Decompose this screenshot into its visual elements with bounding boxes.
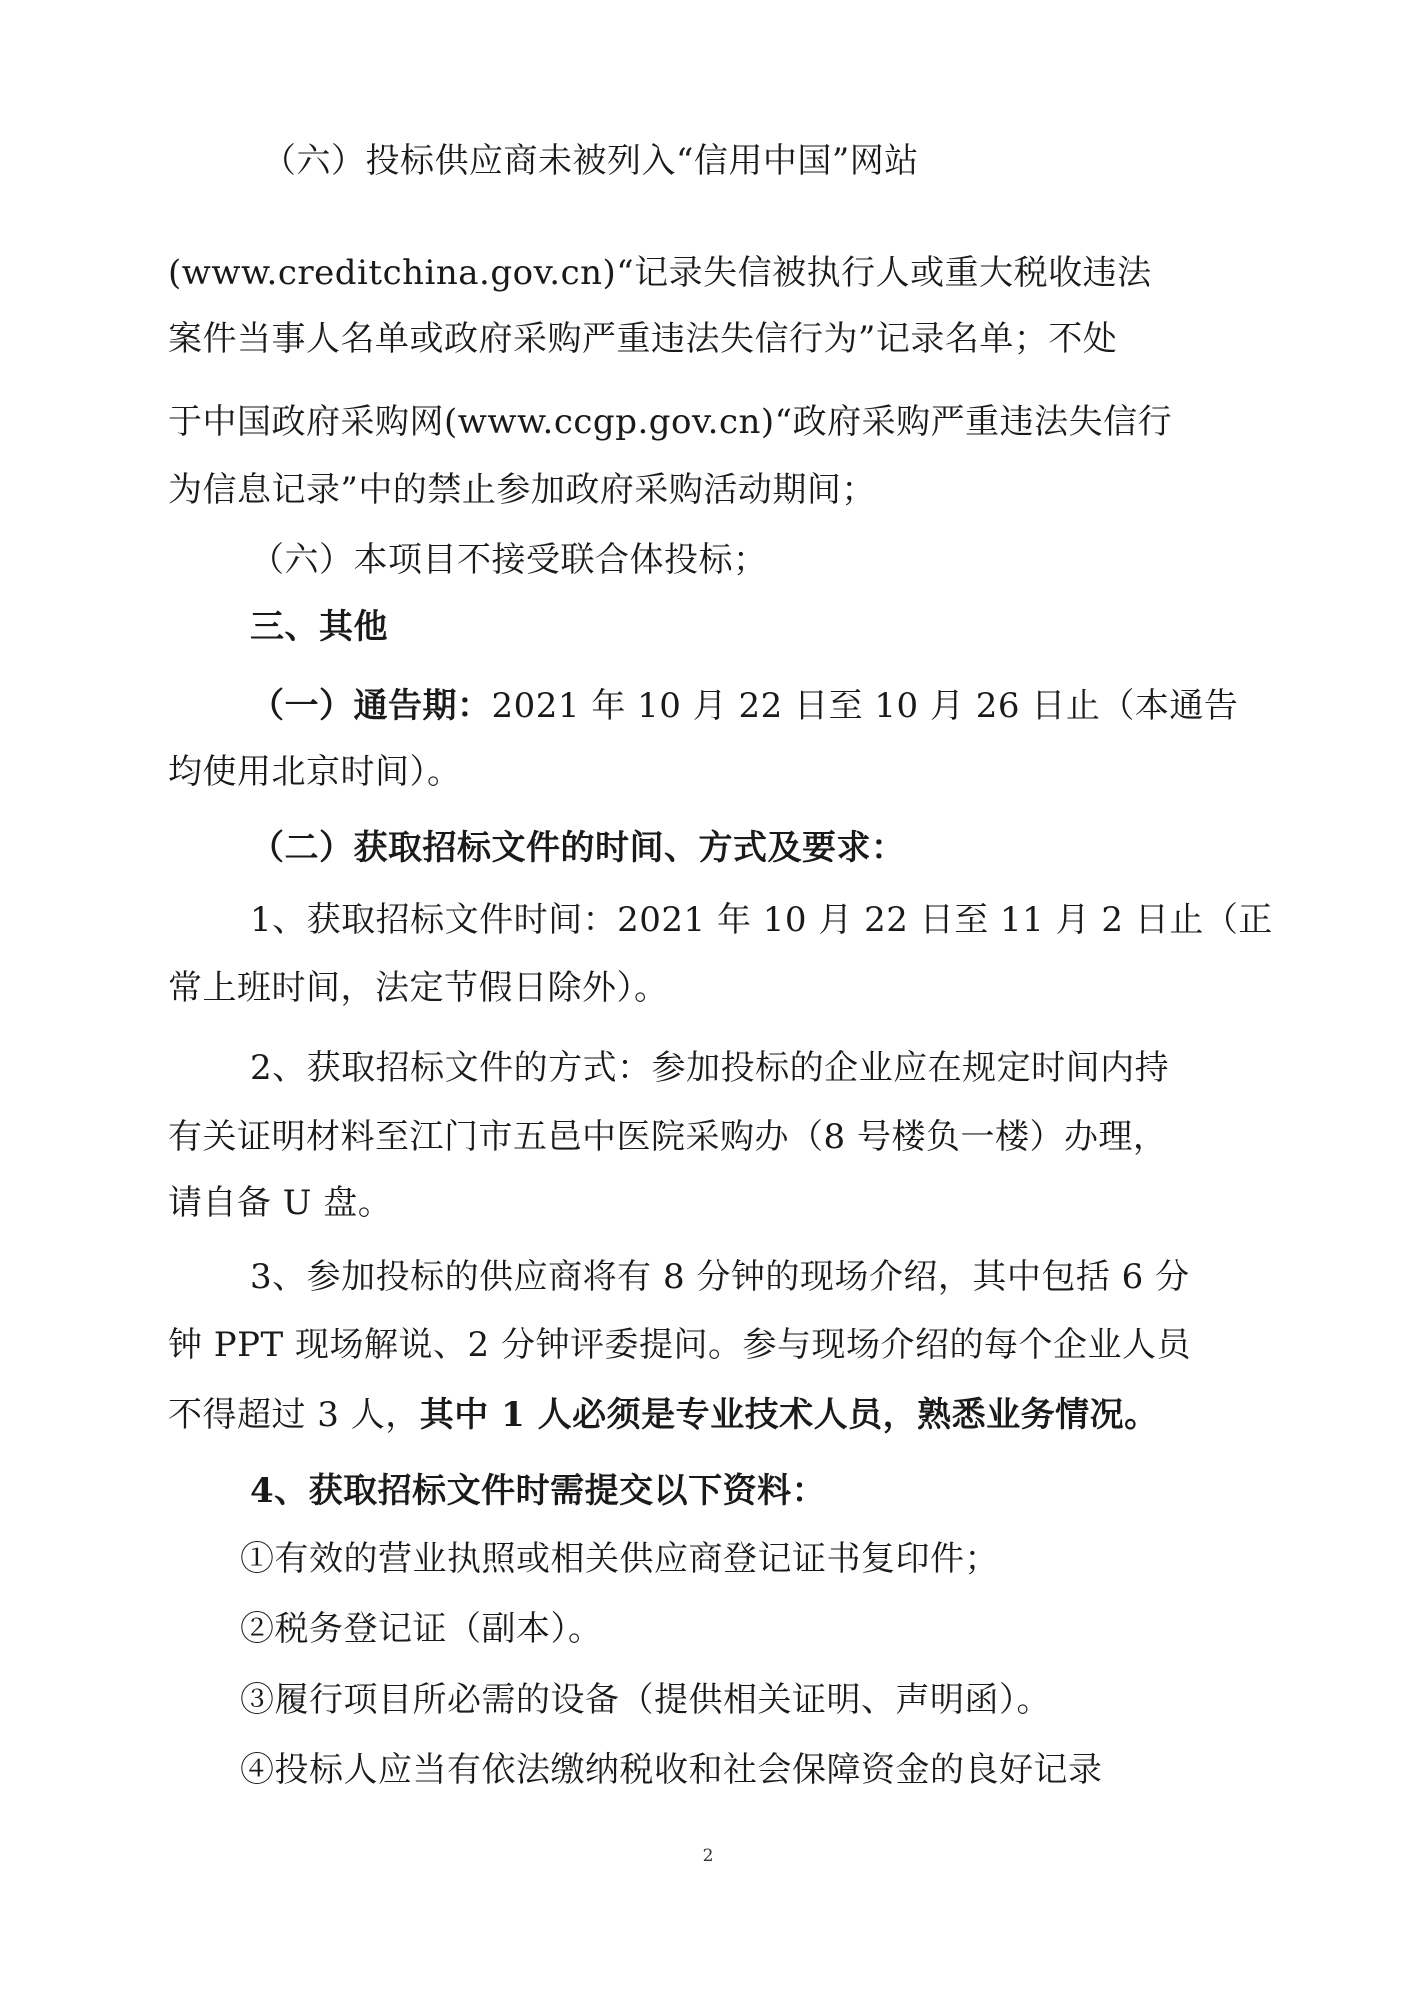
item3-line3-normal: 不得超过 3 人， bbox=[168, 1395, 420, 1435]
item4-heading: 4、获取招标文件时需提交以下资料： bbox=[250, 1471, 827, 1511]
material-item-1: ①有效的营业执照或相关供应商登记证书复印件； bbox=[240, 1539, 999, 1579]
para6a-line5: 为信息记录”中的禁止参加政府采购活动期间； bbox=[168, 470, 876, 510]
item1-line1: 1、获取招标文件时间：2021 年 10 月 22 日至 11 月 2 日止（正 bbox=[250, 900, 1273, 940]
para6a-line2: (www.creditchina.gov.cn)“记录失信被执行人或重大税收违法 bbox=[168, 253, 1152, 293]
item3-line3 bbox=[168, 1393, 1159, 1437]
item1-line2: 常上班时间，法定节假日除外）。 bbox=[168, 968, 669, 1008]
para6b: （六）本项目不接受联合体投标； bbox=[250, 540, 768, 580]
para6a-line3: 案件当事人名单或政府采购严重违法失信行为”记录名单；不处 bbox=[168, 319, 1118, 359]
item3-line1: 3、参加投标的供应商将有 8 分钟的现场介绍，其中包括 6 分 bbox=[250, 1257, 1190, 1297]
notice-period-line2: 均使用北京时间）。 bbox=[168, 752, 462, 792]
page-number: 2 bbox=[702, 1846, 714, 1866]
item2-line2: 有关证明材料至江门市五邑中医院采购办（8 号楼负一楼）办理， bbox=[168, 1117, 1168, 1157]
item2-line3: 请自备 U 盘。 bbox=[168, 1183, 393, 1223]
material-item-3: ③履行项目所必需的设备（提供相关证明、声明函）。 bbox=[240, 1680, 1051, 1720]
item3-line2: 钟 PPT 现场解说、2 分钟评委提问。参与现场介绍的每个企业人员 bbox=[168, 1325, 1191, 1365]
para6a-line1: （六）投标供应商未被列入“信用中国”网站 bbox=[262, 141, 919, 181]
notice-period-text: 2021 年 10 月 22 日至 10 月 26 日止（本通告 bbox=[491, 686, 1239, 726]
material-item-2: ②税务登记证（副本）。 bbox=[240, 1609, 603, 1649]
item2-line1: 2、获取招标文件的方式：参加投标的企业应在规定时间内持 bbox=[250, 1048, 1170, 1088]
material-item-4: ④投标人应当有依法缴纳税收和社会保障资金的良好记录 bbox=[240, 1750, 1103, 1790]
section3-heading: 三、其他 bbox=[250, 607, 388, 647]
obtain-docs-heading: （二）获取招标文件的时间、方式及要求： bbox=[250, 828, 906, 868]
item3-line3-bold: 其中 1 人必须是专业技术人员，熟悉业务情况。 bbox=[419, 1395, 1159, 1435]
notice-period-line1 bbox=[250, 684, 1238, 728]
notice-period-label: （一）通告期： bbox=[250, 686, 492, 726]
para6a-line4: 于中国政府采购网(www.ccgp.gov.cn)“政府采购严重违法失信行 bbox=[168, 402, 1173, 442]
